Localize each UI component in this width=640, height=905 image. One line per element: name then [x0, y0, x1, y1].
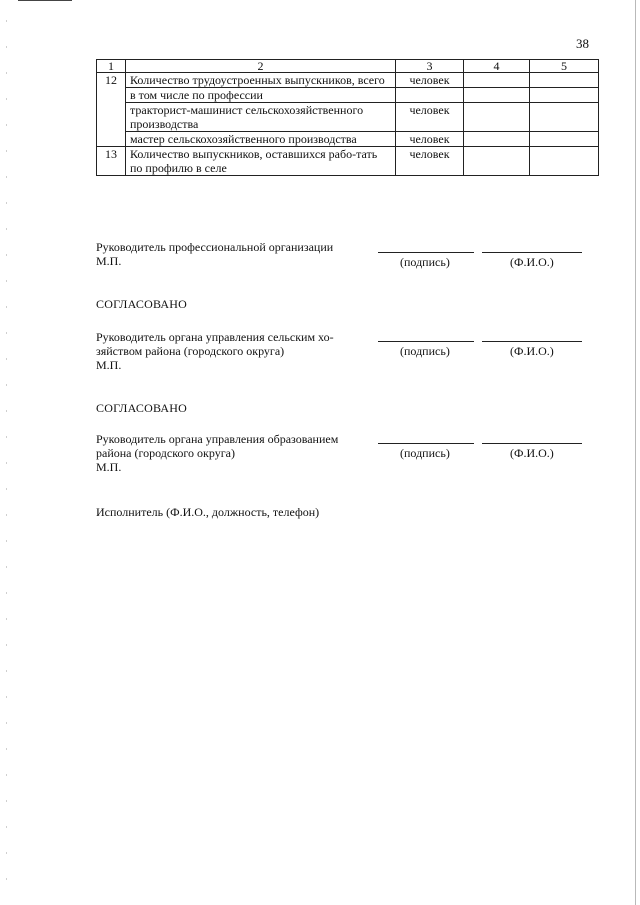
scan-top-mark [18, 0, 72, 1]
signature-caption: (подпись) [400, 255, 450, 269]
executor-line: Исполнитель (Ф.И.О., должность, телефон) [96, 505, 320, 519]
row-unit: человек [396, 147, 464, 176]
row-description: тракторист-машинист сельскохозяйственного производства [126, 103, 396, 132]
row-unit: человек [396, 103, 464, 132]
scan-left-dots [6, 20, 7, 880]
stamp-mark: М.П. [96, 254, 122, 268]
value-cell [464, 103, 530, 132]
signature-caption: (подпись) [400, 344, 450, 358]
stamp-mark: М.П. [96, 460, 122, 474]
row-description: Количество выпускников, оставшихся рабо-тать по профилю в селе [126, 147, 396, 176]
signature-caption: (подпись) [400, 446, 450, 460]
name-caption: (Ф.И.О.) [510, 255, 554, 269]
name-line [482, 341, 582, 342]
scan-edge-line [635, 0, 636, 905]
value-cell [464, 132, 530, 147]
signature-line [378, 341, 474, 342]
value-cell [530, 103, 599, 132]
stamp-mark: М.П. [96, 358, 122, 372]
name-caption: (Ф.И.О.) [510, 446, 554, 460]
table-row [97, 103, 599, 132]
table-header-row [97, 60, 599, 73]
column-header: 2 [126, 60, 396, 73]
signature-block-head-of-organization [96, 240, 366, 268]
row-unit: человек [396, 73, 464, 88]
row-unit [396, 88, 464, 103]
approval-heading: СОГЛАСОВАНО [96, 297, 188, 311]
column-header: 4 [464, 60, 530, 73]
value-cell [530, 132, 599, 147]
value-cell [530, 88, 599, 103]
signature-block-agriculture-head [96, 330, 366, 372]
row-number: 13 [97, 147, 126, 176]
column-header: 1 [97, 60, 126, 73]
column-header: 3 [396, 60, 464, 73]
column-header: 5 [530, 60, 599, 73]
name-caption: (Ф.И.О.) [510, 344, 554, 358]
signatory-title: Руководитель органа управления сельским хо-зяйством района (городского округа) [96, 330, 334, 358]
value-cell [530, 73, 599, 88]
table-row [97, 147, 599, 176]
table-row [97, 73, 599, 88]
value-cell [464, 73, 530, 88]
name-line [482, 252, 582, 253]
row-unit: человек [396, 132, 464, 147]
page-number: 38 [576, 36, 589, 51]
row-number: 12 [97, 73, 126, 147]
row-description: в том числе по профессии [126, 88, 396, 103]
table-row [97, 132, 599, 147]
signatory-title: Руководитель профессиональной организации [96, 240, 334, 254]
value-cell [530, 147, 599, 176]
signature-line [378, 252, 474, 253]
table-row [97, 88, 599, 103]
report-table [96, 59, 599, 176]
approval-heading: СОГЛАСОВАНО [96, 401, 188, 415]
name-line [482, 443, 582, 444]
value-cell [464, 88, 530, 103]
row-description: Количество трудоустроенных выпускников, всего [126, 73, 396, 88]
signature-block-education-head [96, 432, 366, 474]
value-cell [464, 147, 530, 176]
row-description: мастер сельскохозяйственного производства [126, 132, 396, 147]
signatory-title: Руководитель органа управления образованием района (городского округа) [96, 432, 339, 460]
signature-line [378, 443, 474, 444]
